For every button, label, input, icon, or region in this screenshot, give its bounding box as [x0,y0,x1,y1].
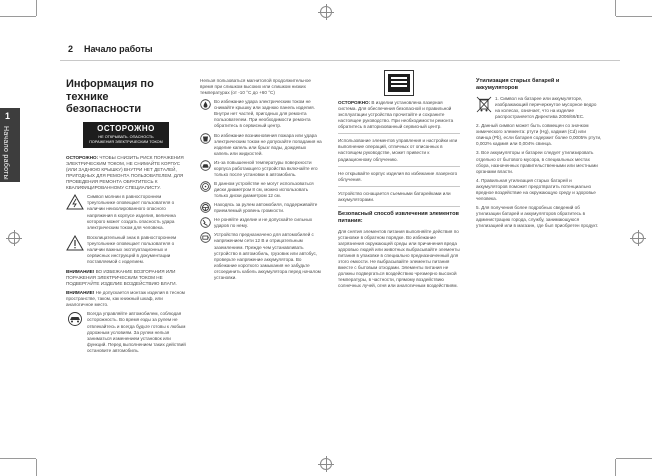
registration-mark-icon [8,232,20,244]
chapter-number: 1 [5,111,11,121]
list-item: Находясь за рулем автомобиля, поддерживайте приемлемый уровень громкости. [200,202,322,214]
disposal-point: 4. Правильная утилизация старых батарей и аккумуляторов поможет предотвратить потенциально вредное воздействие на окружающую среду и здоровье человека. [476,177,596,201]
no-liquid-icon [200,133,211,144]
paragraph: Использование элементов управления и настройки или выполнение операций, отличных от описанных в настоящем руководстве, может привести к радиационному облучению. [338,138,458,162]
crop-mark [0,16,36,17]
installation-warning: ВНИМАНИЕ! Не допускается монтаж изделия в тесном пространстве, таком, как книжный шкаф, или аналогичное место. [66,290,185,308]
registration-mark-icon [320,6,332,18]
column-usage-precautions [200,78,322,284]
page-header [60,44,620,58]
caution-box-text: НЕ ОТКРЫВАТЬ. ОПАСНОСТЬ ПОРАЖЕНИЯ ЭЛЕКТРИЧЕСКИМ ТОКОМ [89,135,163,145]
divider [338,166,460,167]
shock-icon [200,217,211,228]
divider [338,206,460,207]
divider [338,133,460,134]
driving-caution [66,311,186,353]
exclamation-warning-text: Восклицательный знак в равностороннем треугольнике оповещает пользователя о наличии важных эксплуатационных и сервисных инструкций в документации поставляемой с изделием. [87,234,177,264]
list-item: Устройство предназначено для автомобилей с напряжением сети 12 В и отрицательным заземлением. Прежде чем устанавливать устройство в автомобиль, грузовик или автобус, проверьте напряжение аккумулятора. Во избежание короткого замыкания не забудьте отсоединить кабель аккумулятора перед началом установки. [200,232,322,281]
disposal-point: 2. Данный символ может быть совмещен со значком химического элемента: ртути (Hg), кадмия (Cd) или свинца (Pb), если батарея содержит более 0,0005% ртути, 0,002% кадмия или 0,004% свинца. [476,123,602,147]
header-divider [60,60,620,61]
divider [338,186,460,187]
laser-product-label [384,70,414,96]
crop-mark [0,458,36,459]
battery-icon [200,232,211,243]
paragraph: Для снятия элементов питания выполняйте действия по установке в обратном порядке. Во избежание загрязнения окружающей среды или причинения вреда здоровью людей или животных выбрасывайте элементы питания в упаковке в специально предназначенный для этого емкости. Не выбрасывайте элементы питания вместе с бытовым отходами. Элементы питания не должны подвергаться воздействию чрезмерно высокой температуры, в частности, прямому воздействию солнечных лучей, огня или аналогичным воздействиям. [338,228,460,289]
crop-mark [36,459,37,476]
disposal-point: 1. Символ на батарее или аккумуляторе, изображающий перечеркнутое мусорное ведро на колесах, означает, что на изделие распространяется Директива 2006/66/EC. [495,95,597,120]
column-safety-info [66,78,186,358]
crop-mark [615,0,616,16]
disposal-item-1 [476,96,602,120]
disposal-point: 3. Все аккумуляторы и батареи следует утилизировать отдельно от бытового мусора, в специальных местах сбора, назначенных правительственными или местными органами власти. [476,150,598,174]
registration-mark-icon [320,458,332,470]
caution-paragraph: ОСТОРОЖНО: ЧТОБЫ СНИЗИТЬ РИСК ПОРАЖЕНИЯ ЭЛЕКТРИЧЕСКИМ ТОКОМ, НЕ СНИМАЙТЕ КОРПУС (ИЛИ ЗАДНЮЮ КРЫШКУ) ВНУТРИ НЕТ ДЕТАЛЕЙ, ПРИГОДНЫХ ДЛЯ РЕМОНТА ПОЛЬЗОВАТЕЛЕМ. ДЛЯ ПРОВЕДЕНИЯ РЕМОНТА ОБРАТИТЕСЬ К КВАЛИФИЦИРОВАННОМУ СПЕЦИАЛИСТУ. [66,154,184,191]
list-item: Во избежание возникновения пожара или удара электрическим током не допускайте попадания на изделие капель или брызг воды, дождевых капель или жидкостей. [200,133,322,157]
section-title: Утилизация старых батарей и аккумуляторов [476,78,560,91]
lightning-warning [66,194,186,230]
lightning-triangle-icon [66,194,84,210]
paragraph: Устройство оснащается съемными батарейками или аккумуляторами. [338,190,451,202]
list-item: В данном устройстве не могут использоваться диски диаметром 8 см, можно использовать только диски диаметром 12 см. [200,181,322,199]
laser-caution: ОСТОРОЖНО: В изделии установлена лазерная система. Для обеспечения безопасной и правильной эксплуатации устройства прочитайте и сохраните настоящее руководство. При необходимости ремонта обратитесь в авторизованный сервисный центр. [338,100,454,130]
exclamation-warning [66,235,186,265]
crossed-bin-icon [476,96,492,114]
driving-caution-text: Всегда управляйте автомобилем, соблюдая осторожность. Во время езды за рулем не отвлекайтесь и всегда будьте готовы к любым дорожным условиям. За рулем нельзя заниматься изменением установок или функций. Перед выполнением таких действий остановите автомобиль. [87,311,186,353]
temperature-note: Нельзя пользоваться магнитолой продолжительное время при слишком высоких или слишком низких температурах (от -10 °C до +60 °C) [200,78,311,96]
caution-label-box [83,122,169,148]
section-subtitle: Безопасный способ извлечения элементов питания: [338,210,459,224]
car-icon [66,311,84,327]
header-title: Начало работы [84,44,153,54]
crop-mark [36,0,37,16]
caution-box-title: ОСТОРОЖНО [97,123,155,133]
list-item: Не роняйте изделие и не допускайте сильных ударов по нему. [200,217,322,229]
column-laser-safety [338,70,460,292]
column-battery-disposal [476,78,602,232]
laser-label-icon [387,73,411,93]
registration-mark-icon [632,232,644,244]
chapter-label: Начало работы [2,126,9,181]
no-water-icon [200,99,211,110]
crop-mark [615,459,616,476]
list-item: Из-за повышенной температуры поверхности корпуса работающего устройства включайте его только после установки в автомобиль. [200,160,322,178]
page-title: Информация по технике безопасности [66,78,154,116]
page-number: 2 [68,44,74,54]
list-item: Во избежание удара электрическим током не снимайте крышку или заднюю панель изделия. Внутри нет частей, пригодных для ремонта пользователем. При необходимости ремонта обратитесь в сервисный центр. [200,99,322,129]
moisture-warning: ВНИМАНИЕ! ВО ИЗБЕЖАНИЕ ВОЗГОРАНИЯ ИЛИ ПОРАЖЕНИЯ ЭЛЕКТРИЧЕСКИМ ТОКОМ НЕ ПОДВЕРГАЙТЕ ИЗДЕЛИЕ ВОЗДЕЙСТВИЮ ВЛАГИ. [66,269,177,287]
chapter-tab [0,108,20,182]
crop-mark [616,16,652,17]
steering-wheel-icon [200,202,211,213]
hot-car-icon [200,160,211,171]
disposal-point: 5. Для получения более подробных сведений об утилизации батарей и аккумуляторов обратитесь в администрацию города, службу, занимающуюся утилизацией или в магазин, где был приобретен продукт. [476,204,599,229]
crop-mark [616,458,652,459]
exclamation-triangle-icon [66,235,84,251]
lightning-warning-text: Символ молнии в равностороннем треугольнике оповещает пользователя о наличии неизолированного опасного напряжения в корпусе изделия, величина которого может создать опасность удара электрическим током для человека. [87,194,176,230]
cd-icon [200,181,211,192]
paragraph: Не открывайте корпус изделия во избежание лазерного облучения. [338,170,458,182]
